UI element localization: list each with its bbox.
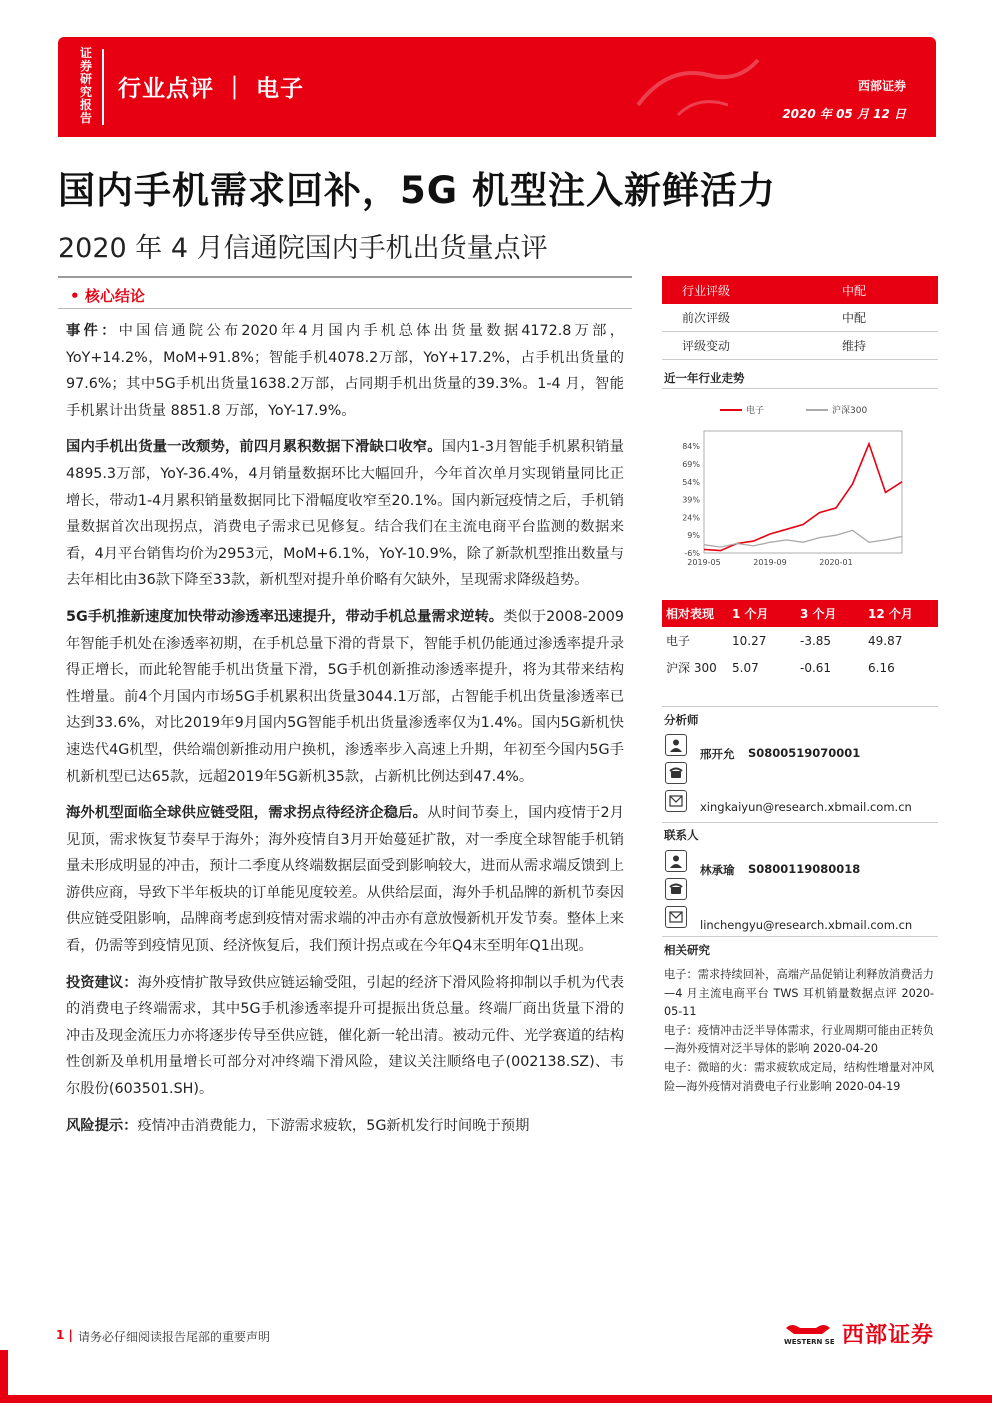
paragraph-risk: 风险提示：疫情冲击消费能力，下游需求疲软，5G新机发行时间晚于预期 [66,1117,530,1134]
trend-heading: 近一年行业走势 [664,371,745,385]
analyst-divider [662,706,938,707]
series-line-electronics [704,444,902,551]
svg-text:WESTERN SECURITIES: WESTERN SE [783,1337,834,1346]
main-body [66,318,624,1149]
rating-row: 前次评级 中配 [662,304,938,332]
brand-name: 西部证券 [857,79,906,93]
related-divider [662,936,938,937]
contact-heading: 联系人 [664,828,699,842]
x-tick-label: 2019-09 [753,558,787,567]
y-tick-label: 39% [682,495,700,505]
related-item[interactable]: 电子：需求持续回补，高端产品促销让利释放消费活力—4 月主流电商平台 TWS 耳机销量数据点评 2020-05-11 [664,968,934,1019]
x-tick-label: 2019-05 [687,558,721,567]
industry-category: 行业点评 ｜ 电子 [118,76,305,102]
y-tick-label: 69% [682,459,700,469]
person-icon [665,734,687,756]
related-item[interactable]: 电子：微暗的火：需求疲软成定局，结构性增量对冲风险—海外疫情对消费电子行业影响 2020-04-19 [664,1060,934,1093]
footer-line [0,1395,992,1403]
report-date: 2020 年 05 月 12 日 [782,107,906,121]
related-heading: 相关研究 [664,943,710,957]
banner-divider [102,49,104,125]
y-tick-label: 24% [682,513,700,523]
trend-divider [662,388,938,389]
bull-logo-icon [782,1322,834,1346]
x-tick-label: 2020-01 [819,558,853,567]
runner-watermark-icon [618,45,778,130]
analyst-heading: 分析师 [664,713,699,727]
page-number: 1 | [56,1328,73,1342]
analyst-name: 邢开允 [700,747,735,761]
paragraph-shipments: 国内手机出货量一改颓势，前四月累积数据下滑缺口收窄。国内1-3月智能手机累积销量4895.3万部，YoY-36.4%，4月销量数据环比大幅回升，今年首次单月实现销量同比正增长，带动1-4月累积销量数据同比下滑幅度收窄至20.1%。国内新冠疫情之后，手机销量数据首次出现拐点，消费电子需求已见修复。结合我们在主流电商平台监测的数据来看，4月平台销售均价为2953元，MoM+6.1%，YoY-10.9%，除了新款机型推出数量与去年相比由36款下降至33款，新机型对提升单价略有欠缺外，呈现需求降级趋势。 [66,439,625,589]
mail-icon [665,906,687,928]
series-line-csi300 [704,530,902,547]
report-title: 国内手机需求回补，5G 机型注入新鲜活力 [58,169,776,212]
paragraph-event: 事件：中国信通院公布2020年4月国内手机总体出货量数据4172.8万部，YoY+14.2%，MoM+91.8%；智能手机4078.2万部，YoY+17.2%，占手机出货量的97.6%；其中5G手机出货量1638.2万部，占同期手机出货量的39.3%。1-4 月，智能手机累计出货量 8851.8 万部，YoY-17.9%。 [66,323,624,419]
contact-card [662,850,938,940]
chart-frame [704,431,902,553]
person-icon [665,850,687,872]
report-subtitle: 2020 年 4 月信通院国内手机出货量点评 [58,233,548,264]
section-heading: • 核心结论 [70,287,145,305]
legend-label: 电子 [746,406,765,416]
footer-logo [782,1318,934,1349]
legend-label: 沪深300 [832,406,868,416]
paragraph-investment: 投资建议：海外疫情扩散导致供应链运输受阻，引起的经济下滑风险将抑制以手机为代表的消费电子终端需求，其中5G手机渗透率提升可提振出货总量。终端厂商出货量下滑的冲击及现金流压力亦将逐步传导至供应链，催化新一轮出清。被动元件、光学赛道的结构性创新及单机用量增长可部分对冲终端下滑风险，建议关注顺络电子(002138.SZ)、韦尔股份(603501.SH)。 [66,974,625,1098]
section-divider [58,308,632,309]
header-banner [58,37,936,137]
disclaimer-notice: 请务必仔细阅读报告尾部的重要声明 [78,1330,271,1344]
phone-icon [665,762,687,784]
contact-email[interactable]: linchengyu@research.xbmail.com.cn [700,918,913,932]
footer-brand: 西部证券 [841,1323,934,1348]
analyst-code: S0800519070001 [748,746,861,760]
report-type-label: 证券研究报告 [80,46,93,125]
performance-header-row: 相对表现 1 个月 3 个月 12 个月 [662,600,938,627]
industry-trend-chart [662,395,938,575]
title-divider [58,276,632,278]
mail-icon [665,790,687,812]
related-item[interactable]: 电子：疫情冲击泛半导体需求，行业周期可能由正转负—海外疫情对泛半导体的影响 2020-04-20 [664,1023,934,1056]
contact-code: S0800119080018 [748,862,861,876]
analyst-card [662,734,938,824]
bullet-icon: • [70,287,85,305]
related-research-list [664,966,934,1096]
contact-name: 林承瑜 [700,863,735,877]
table-row: 电子 10.27 -3.85 49.87 [666,633,903,648]
y-tick-label: 54% [682,477,700,487]
paragraph-5g: 5G手机推新速度加快带动渗透率迅速提升，带动手机总量需求逆转。类似于2008-2009年智能手机处在渗透率初期，在手机总量下滑的背景下，智能手机仍能通过渗透率提升录得正增长，而此轮智能手机出货量下滑，5G手机创新推动渗透率提升，将为其带来结构性增量。前4个月国内市场5G手机累积出货量3044.1万部，占智能手机出货量渗透率已达到33.6%，对比2019年9月国内5G智能手机出货量渗透率仅为1.4%。国内5G新机快速迭代4G机型，供给端创新推动用户换机，渗透率步入高速上升期，年初至今国内5G手机新机型已达65款，远超2019年5G新机35款，占新机比例达到47.4%。 [66,608,624,785]
rating-row: 行业评级 中配 [662,276,938,304]
y-tick-label: -6% [684,549,700,558]
rating-table [662,276,938,360]
table-row: 沪深 300 5.07 -0.61 6.16 [666,660,895,675]
phone-icon [665,878,687,900]
performance-table [662,600,938,681]
analyst-email[interactable]: xingkaiyun@research.xbmail.com.cn [700,800,912,814]
y-tick-label: 84% [682,442,700,452]
contact-divider [662,822,938,823]
rating-row: 评级变动 维持 [662,332,938,360]
paragraph-overseas: 海外机型面临全球供应链受阻，需求拐点待经济企稳后。从时间节奏上，国内疫情于2月见顶，需求恢复节奏早于海外；海外疫情自3月开始蔓延扩散，对一季度全球智能手机销量未形成明显的冲击，预计二季度从终端数据层面受到影响较大，进而从需求端反馈到上游供应商，导致下半年板块的订单能见度较差。从供给层面，海外手机品牌的新机节奏因供应链受阻影响，品牌商考虑到疫情对需求端的冲击亦有意放慢新机开发节奏。整体上来看，仍需等到疫情见顶、经济恢复后，我们预计拐点或在今年Q4末至明年Q1出现。 [66,805,624,955]
y-tick-label: 9% [687,531,700,541]
